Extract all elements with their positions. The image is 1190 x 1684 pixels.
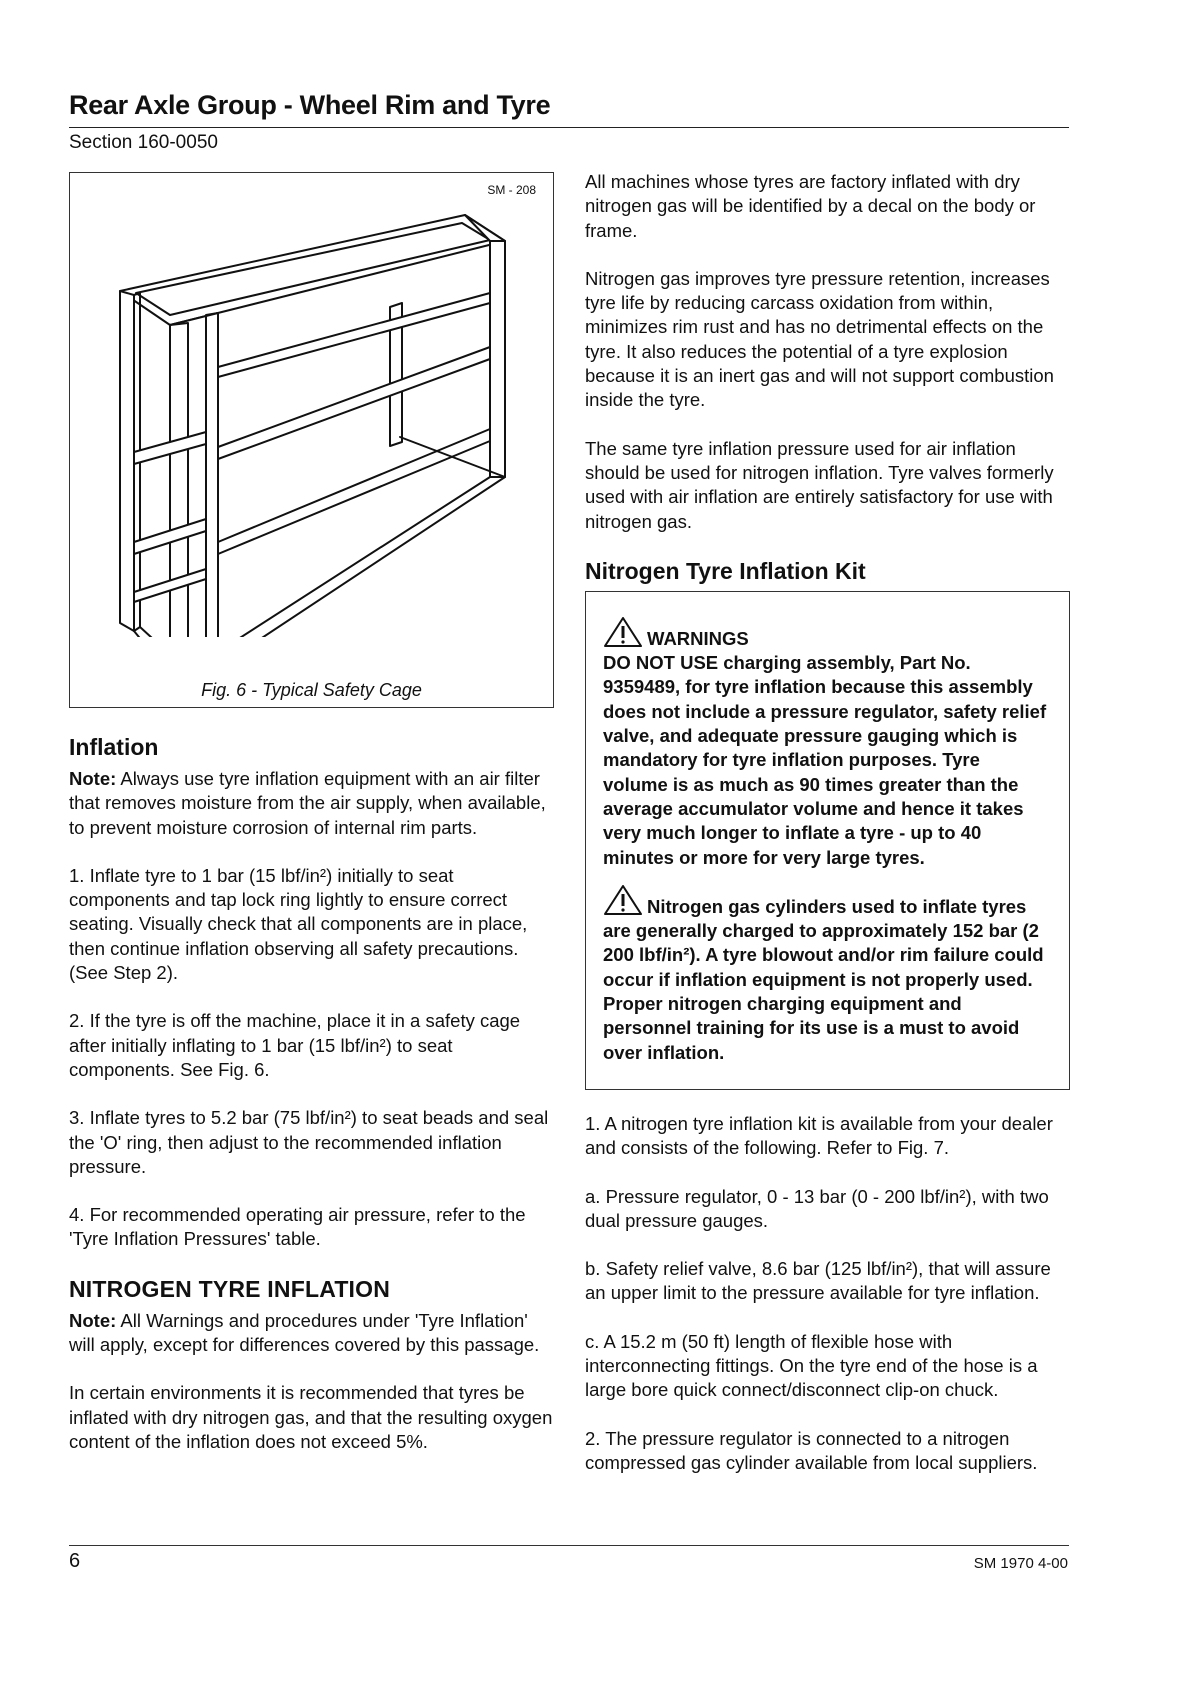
inflation-step: 1. Inflate tyre to 1 bar (15 lbf/in²) initially to seat components and tap lock ring lightly to ensure correct seating. Visually check that all components are in place, then continue inflation observing all safety precautions. (See Step 2). [69,864,528,984]
page-title: Rear Axle Group - Wheel Rim and Tyre [69,90,551,120]
section-label: Section 160-0050 [69,132,218,153]
kit-item: b. Safety relief valve, 8.6 bar (125 lbf/in²), that will assure an upper limit to the pressure available for tyre inflation. [585,1258,1051,1304]
inflation-note [69,767,556,840]
safety-cage-illustration [110,197,530,637]
figure-caption: Fig. 6 - Typical Safety Cage [201,680,422,700]
inflation-heading: Inflation [69,734,159,760]
note-label: Note: [69,1309,117,1331]
warning-1-text: DO NOT USE charging assembly, Part No. 9359489, for tyre inflation because this assembly does not include a pressure regulator, safety relief valve, and adequate pressure gauging which is mandatory for tyre inflation purposes. Tyre volume is as much as 90 times greater than the average accumulator volume and hence it takes very much longer to inflate a tyre - up to 40 minutes or more for very large tyres. [603,652,1047,868]
figure-code: SM - 208 [487,183,536,197]
inflation-step: 3. Inflate tyres to 5.2 bar (75 lbf/in²) to seat beads and seal the 'O' ring, then adjust to the recommended inflation pressure. [69,1107,549,1177]
warning-2-text: Nitrogen gas cylinders used to inflate tyres are generally charged to approximately 152 bar (2 200 lbf/in²). A tyre blowout and/or rim failure could occur if inflation equipment is not properly used. Proper nitrogen charging equipment and personnel training for its use is a must to avoid over inflation. [603,895,1044,1063]
title-divider [69,127,1069,128]
warning-2 [603,884,1049,1065]
nitrogen-section [69,1276,556,1454]
warning-triangle-icon [603,616,643,648]
kit-item: 1. A nitrogen tyre inflation kit is available from your dealer and consists of the following. Refer to Fig. 7. [585,1112,1053,1159]
note-text: All Warnings and procedures under 'Tyre Inflation' will apply, except for differences covered by this passage. [69,1309,540,1356]
left-column [69,172,556,1478]
figure-safety-cage [69,172,554,708]
nitrogen-heading: NITROGEN TYRE INFLATION [69,1275,391,1302]
document-code: SM 1970 4-00 [973,1555,1068,1572]
note-text: Always use tyre inflation equipment with an air filter that removes moisture from the air supply, when available, to prevent moisture corrosion of internal rim parts. [69,768,546,838]
nitrogen-paragraph: Nitrogen gas improves tyre pressure retention, increases tyre life by reducing carcass oxidation from within, minimizes rim rust and has no detrimental effects on the tyre. It also reduces the potential of a tyre explosion because it is an inert gas and will not support combustion inside the tyre. [585,267,1054,411]
nitrogen-note [69,1309,556,1358]
footer-divider [69,1545,1069,1546]
nitrogen-paragraph: The same tyre inflation pressure used for air inflation should be used for nitrogen inflation. Tyre valves formerly used with air inflation are entirely satisfactory for use with nitrogen gas. [585,437,1054,532]
nitrogen-paragraph: All machines whose tyres are factory inflated with dry nitrogen gas will be identified by a decal on the body or frame. [585,171,1036,241]
warning-triangle-icon [603,884,643,916]
inflation-section [69,734,556,1252]
warnings-box [585,591,1070,1090]
right-column [585,170,1070,1499]
inflation-step: 4. For recommended operating air pressure, refer to the 'Tyre Inflation Pressures' table. [69,1204,526,1250]
page-number: 6 [69,1550,81,1572]
warnings-title: WARNINGS [647,627,749,649]
kit-item: a. Pressure regulator, 0 - 13 bar (0 - 200 lbf/in²), with two dual pressure gauges. [585,1185,1049,1231]
inflation-step: 2. If the tyre is off the machine, place it in a safety cage after initially inflating to 1 bar (15 lbf/in²) to seat components. See Fig. 6. [69,1010,521,1080]
note-label: Note: [69,768,117,789]
kit-item: c. A 15.2 m (50 ft) length of flexible hose with interconnecting fittings. On the tyre end of the hose is a large bore quick connect/disconnect clip-on chuck. [585,1330,1038,1401]
kit-item: 2. The pressure regulator is connected to a nitrogen compressed gas cylinder available from local suppliers. [585,1427,1038,1473]
warning-1 [603,616,1049,870]
nitrogen-paragraph: In certain environments it is recommended that tyres be inflated with dry nitrogen gas, and that the resulting oxygen content of the inflation does not exceed 5%. [69,1382,553,1452]
kit-heading: Nitrogen Tyre Inflation Kit [585,557,866,584]
